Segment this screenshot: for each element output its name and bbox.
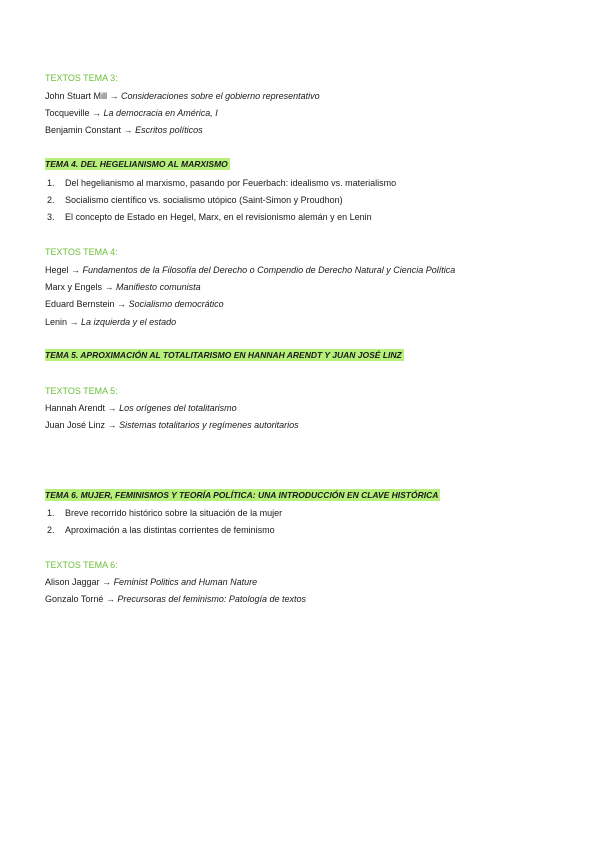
section-heading: TEMA 4. DEL HEGELIANISMO AL MARXISMO <box>45 159 228 169</box>
tema5-heading <box>45 349 404 361</box>
item-number: 3. <box>47 212 55 222</box>
tema6-heading <box>45 489 440 501</box>
text-entry <box>45 402 237 414</box>
item-text: Del hegelianismo al marxismo, pasando por Feuerbach: idealismo vs. materialismo <box>65 178 397 188</box>
item-text: Aproximación a las distintas corrientes de feminismo <box>65 525 275 535</box>
arrow-icon: → <box>67 317 82 327</box>
entry-author: Marx y Engels <box>45 282 103 292</box>
item-number: 2. <box>47 525 55 535</box>
textos-tema4-label: TEXTOS TEMA 4: <box>45 247 118 257</box>
entry-work: La izquierda y el estado <box>81 317 177 327</box>
arrow-icon: → <box>114 299 129 309</box>
arrow-icon: → <box>107 91 122 101</box>
list-item <box>47 507 282 519</box>
text-entry <box>45 419 299 431</box>
entry-author: John Stuart Mill <box>45 91 108 101</box>
textos-tema3-label: TEXTOS TEMA 3: <box>45 73 118 83</box>
text-entry <box>45 593 306 605</box>
item-number: 2. <box>47 195 55 205</box>
textos-tema5-label: TEXTOS TEMA 5: <box>45 386 118 396</box>
entry-work: Los orígenes del totalitarismo <box>119 403 237 413</box>
entry-work: La democracia en América, I <box>103 108 218 118</box>
entry-author: Eduard Bernstein <box>45 299 115 309</box>
arrow-icon: → <box>105 403 120 413</box>
text-entry <box>45 124 203 136</box>
list-item <box>47 177 396 189</box>
arrow-icon: → <box>103 594 118 604</box>
arrow-icon: → <box>89 108 104 118</box>
list-item <box>47 211 372 223</box>
entry-work: Feminist Politics and Human Nature <box>113 577 258 587</box>
arrow-icon: → <box>68 265 83 275</box>
entry-author: Hannah Arendt <box>45 403 106 413</box>
entry-author: Benjamin Constant <box>45 125 122 135</box>
entry-author: Alison Jaggar <box>45 577 100 587</box>
text-entry <box>45 107 218 119</box>
section-heading: TEMA 5. APROXIMACIÓN AL TOTALITARISMO EN HANNAH ARENDT Y JUAN JOSÉ LINZ <box>45 350 402 360</box>
entry-work: Fundamentos de la Filosofía del Derecho o Compendio de Derecho Natural y Ciencia Política <box>82 265 456 275</box>
entry-author: Hegel <box>45 265 69 275</box>
tema4-heading <box>45 158 230 170</box>
text-entry <box>45 264 455 276</box>
textos-tema6-label: TEXTOS TEMA 6: <box>45 560 118 570</box>
entry-author: Lenin <box>45 317 68 327</box>
list-item <box>47 524 275 536</box>
entry-author: Juan José Linz <box>45 420 106 430</box>
arrow-icon: → <box>105 420 120 430</box>
text-entry <box>45 576 257 588</box>
arrow-icon: → <box>121 125 136 135</box>
item-number: 1. <box>47 508 55 518</box>
list-item <box>47 194 343 206</box>
text-entry <box>45 281 201 293</box>
entry-work: Precursoras del feminismo: Patología de textos <box>117 594 306 604</box>
entry-work: Sistemas totalitarios y regímenes autoritarios <box>119 420 299 430</box>
item-text: Breve recorrido histórico sobre la situación de la mujer <box>65 508 283 518</box>
entry-work: Socialismo democrático <box>128 299 224 309</box>
entry-work: Manifiesto comunista <box>116 282 201 292</box>
item-text: El concepto de Estado en Hegel, Marx, en el revisionismo alemán y en Lenin <box>65 212 372 222</box>
arrow-icon: → <box>102 282 117 292</box>
entry-work: Consideraciones sobre el gobierno representativo <box>121 91 320 101</box>
text-entry <box>45 298 224 310</box>
text-entry <box>45 316 176 328</box>
entry-author: Gonzalo Torné <box>45 594 104 604</box>
item-number: 1. <box>47 178 55 188</box>
entry-author: Tocqueville <box>45 108 90 118</box>
text-entry <box>45 90 320 102</box>
arrow-icon: → <box>99 577 114 587</box>
item-text: Socialismo científico vs. socialismo utópico (Saint-Simon y Proudhon) <box>65 195 343 205</box>
section-heading: TEMA 6. MUJER, FEMINISMOS Y TEORÍA POLÍTICA: UNA INTRODUCCIÓN EN CLAVE HISTÓRICA <box>45 490 439 500</box>
entry-work: Escritos políticos <box>135 125 203 135</box>
